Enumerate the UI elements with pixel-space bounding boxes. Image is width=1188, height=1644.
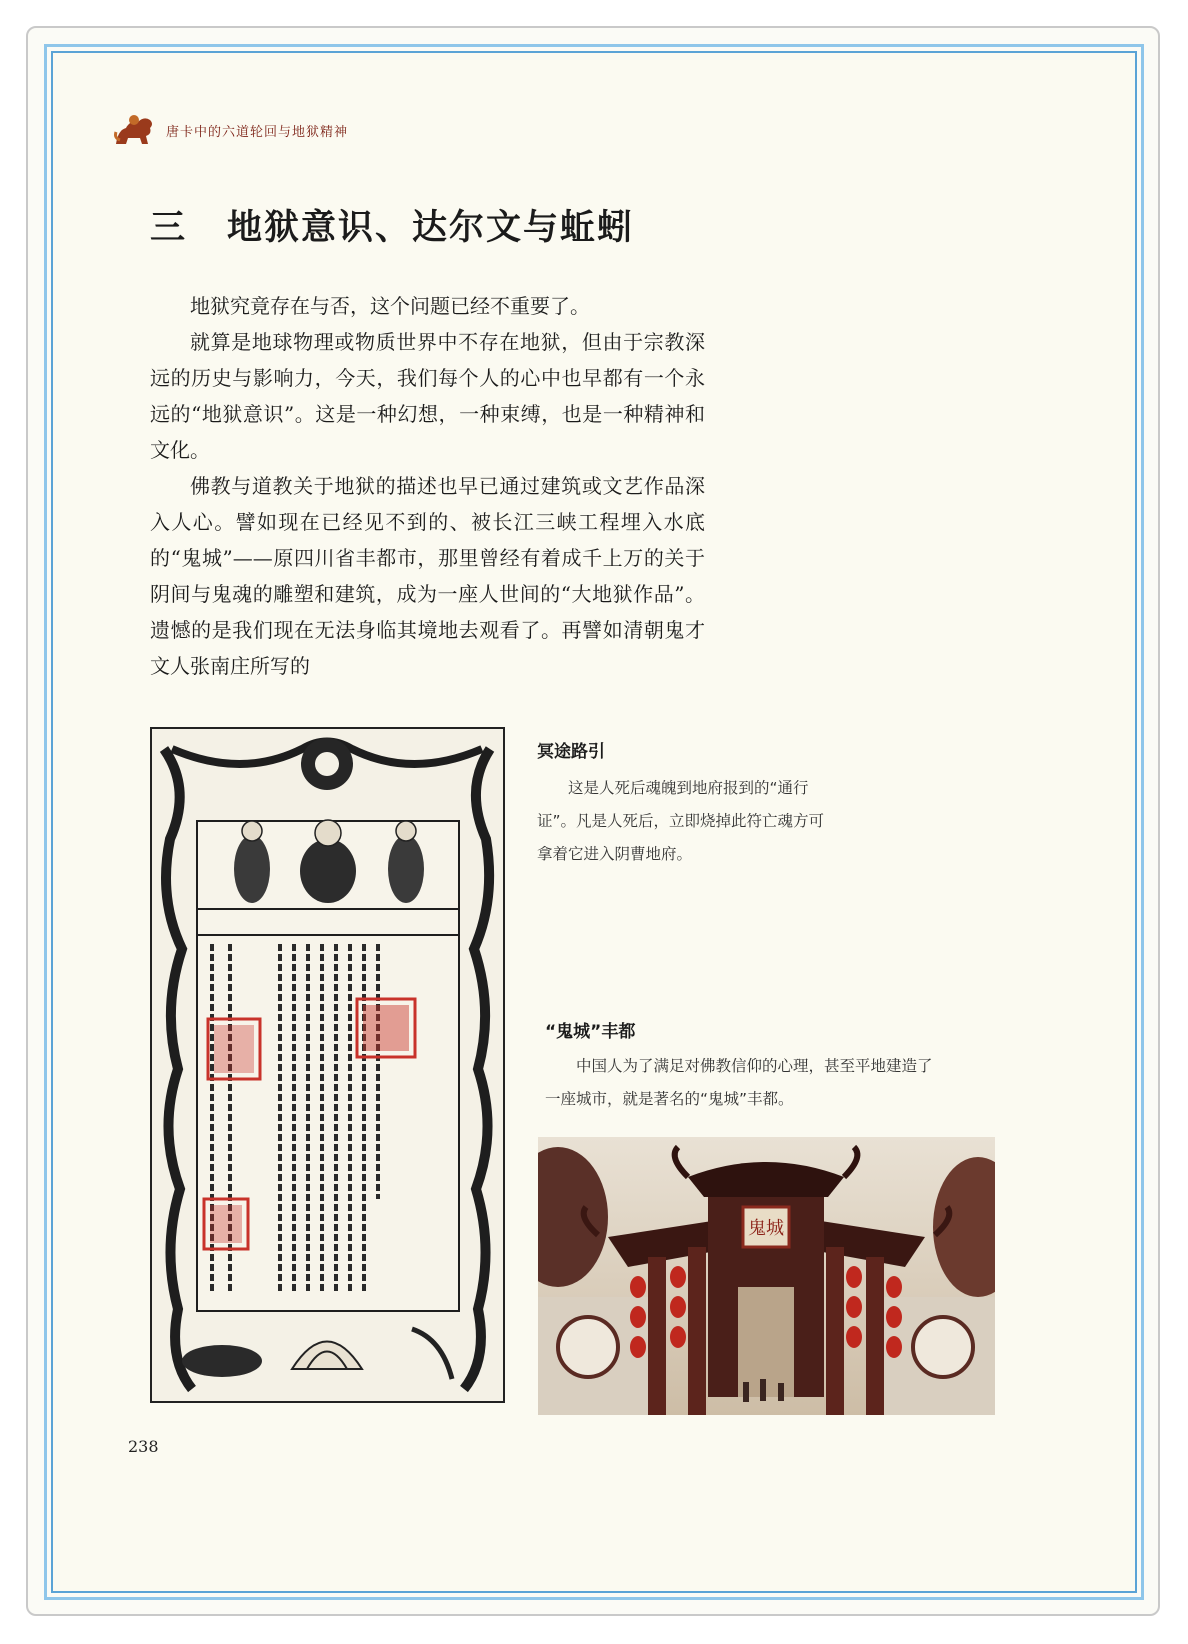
caption-paragraph: 这是人死后魂魄到地府报到的“通行证”。凡是人死后，立即烧掉此符亡魂方可拿着它进入阴曹地府。 [537, 779, 825, 863]
figure2-caption-text [545, 1050, 945, 1116]
figure2-caption-title: “鬼城”丰都 [545, 1022, 636, 1042]
section-number: 三 [150, 208, 188, 248]
talisman-woodblock [152, 729, 503, 1401]
paragraph: 佛教与道教关于地狱的描述也早已通过建筑或文艺作品深入人心。譬如现在已经见不到的、被长江三峡工程埋入水底的“鬼城”——原四川省丰都市，那里曾经有着成千上万的关于阴间与鬼魂的雕塑和建筑，成为一座人世间的“大地狱作品”。遗憾的是我们现在无法身临其境地去观看了。再譬如清朝鬼才文人张南庄所写的 [150, 474, 705, 678]
figure1-caption-title: 冥途路引 [537, 742, 605, 762]
page-number: 238 [128, 1437, 159, 1456]
paragraph: 地狱究竟存在与否，这个问题已经不重要了。 [190, 294, 590, 318]
caption-paragraph: 中国人为了满足对佛教信仰的心理，甚至平地建造了一座城市，就是著名的“鬼城”丰都。 [545, 1057, 933, 1108]
figure1-caption-text [537, 772, 837, 871]
paragraph: 就算是地球物理或物质世界中不存在地狱，但由于宗教深远的历史与影响力，今天，我们每个人的心中也早都有一个永远的“地狱意识”。这是一种幻想，一种束缚，也是一种精神和文化。 [150, 330, 705, 462]
body-text [150, 288, 705, 684]
section-title-text: 地狱意识、达尔文与蚯蚓 [227, 208, 635, 248]
gate-plaque-text: 鬼城 [748, 1218, 784, 1239]
section-title [150, 200, 634, 250]
running-header [110, 110, 348, 150]
horse-rider-icon [110, 110, 158, 150]
ghost-city-gate-photo [538, 1137, 995, 1415]
running-title: 唐卡中的六道轮回与地狱精神 [166, 124, 349, 140]
talisman-image [150, 727, 505, 1403]
